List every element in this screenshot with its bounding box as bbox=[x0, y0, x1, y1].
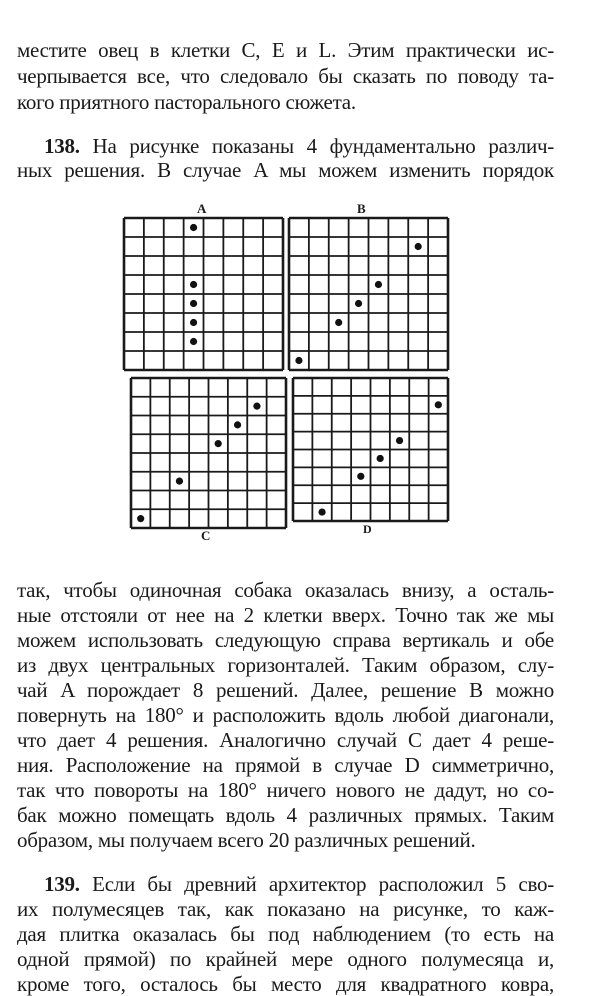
dog-dot bbox=[435, 401, 442, 408]
text-line: из двух центральных горизонталей. Таким образом, слу- bbox=[17, 653, 554, 677]
text-fragment: Если бы древний архитектор расположил 5 сво- bbox=[92, 872, 554, 896]
board-label-d: D bbox=[363, 522, 372, 536]
text-line: ния. Расположение на прямой в случае D симметрично, bbox=[17, 753, 554, 777]
board-c bbox=[131, 378, 286, 528]
dog-dot bbox=[253, 403, 260, 410]
text-line: местите овец в клетки C, E и L. Этим практически ис- bbox=[17, 38, 554, 62]
dog-dot bbox=[190, 300, 197, 307]
text-line: черпывается все, что следовало бы сказать по поводу та- bbox=[17, 64, 554, 88]
text-line: повернуть на 180° и расположить вдоль любой диагонали, bbox=[17, 703, 554, 727]
problem-139-first-line bbox=[44, 872, 554, 896]
text-line: их полумесяцев так, как показано на рисунке, то каж- bbox=[17, 897, 554, 921]
text-line: что дает 4 решения. Аналогично случай C дает 4 реше- bbox=[17, 728, 554, 752]
text-line: кроме того, осталось бы место для квадратного ковра, bbox=[17, 972, 554, 996]
dog-dot bbox=[137, 515, 144, 522]
text-line: можем использовать следующую справа вертикаль и обе bbox=[17, 628, 554, 652]
dog-dot bbox=[176, 478, 183, 485]
text-line: так что повороты на 180° ничего нового не дадут, но со- bbox=[17, 778, 554, 802]
text-line: ных решения. В случае A мы можем изменить порядок bbox=[17, 158, 554, 182]
dog-dot bbox=[415, 243, 422, 250]
text-line: так, чтобы одиночная собака оказалась внизу, а осталь- bbox=[17, 578, 554, 602]
dog-dot bbox=[318, 508, 325, 515]
board-b bbox=[289, 218, 448, 370]
text-fragment: На рисунке показаны 4 фундаментально различ- bbox=[92, 134, 554, 158]
board-a bbox=[124, 218, 283, 370]
dog-dot bbox=[375, 281, 382, 288]
text-line: бак можно помещать вдоль 4 различных прямых. Таким bbox=[17, 803, 554, 827]
dog-dot bbox=[215, 440, 222, 447]
dog-dot bbox=[190, 338, 197, 345]
text-line: ные отстояли от нее на 2 клетки вверх. Точно так же мы bbox=[17, 603, 554, 627]
dog-dot bbox=[295, 357, 302, 364]
dog-dot bbox=[234, 421, 241, 428]
board-label-c: C bbox=[201, 528, 211, 543]
dog-dot bbox=[190, 319, 197, 326]
text-line: дая плитка оказалась бы под наблюдением (то есть на bbox=[17, 922, 554, 946]
problem-number: 139. bbox=[44, 872, 80, 896]
text-line: кого приятного пасторального сюжета. bbox=[17, 90, 356, 114]
dog-dot bbox=[335, 319, 342, 326]
dog-dot bbox=[190, 281, 197, 288]
board-d bbox=[293, 378, 448, 521]
dog-dot bbox=[357, 473, 364, 480]
board-label-b: B bbox=[357, 201, 366, 216]
dog-dot bbox=[396, 437, 403, 444]
board-label-a: A bbox=[197, 201, 207, 216]
text-line: чай A порождает 8 решений. Далее, решение B можно bbox=[17, 678, 554, 702]
dog-dot bbox=[377, 455, 384, 462]
text-line: образом, мы получаем всего 20 различных решений. bbox=[17, 828, 476, 852]
dog-dot bbox=[355, 300, 362, 307]
text-line: одной прямой) по крайней мере одного полумесяца и, bbox=[17, 947, 554, 971]
problem-number: 138. bbox=[44, 134, 80, 158]
dog-dot bbox=[190, 224, 197, 231]
